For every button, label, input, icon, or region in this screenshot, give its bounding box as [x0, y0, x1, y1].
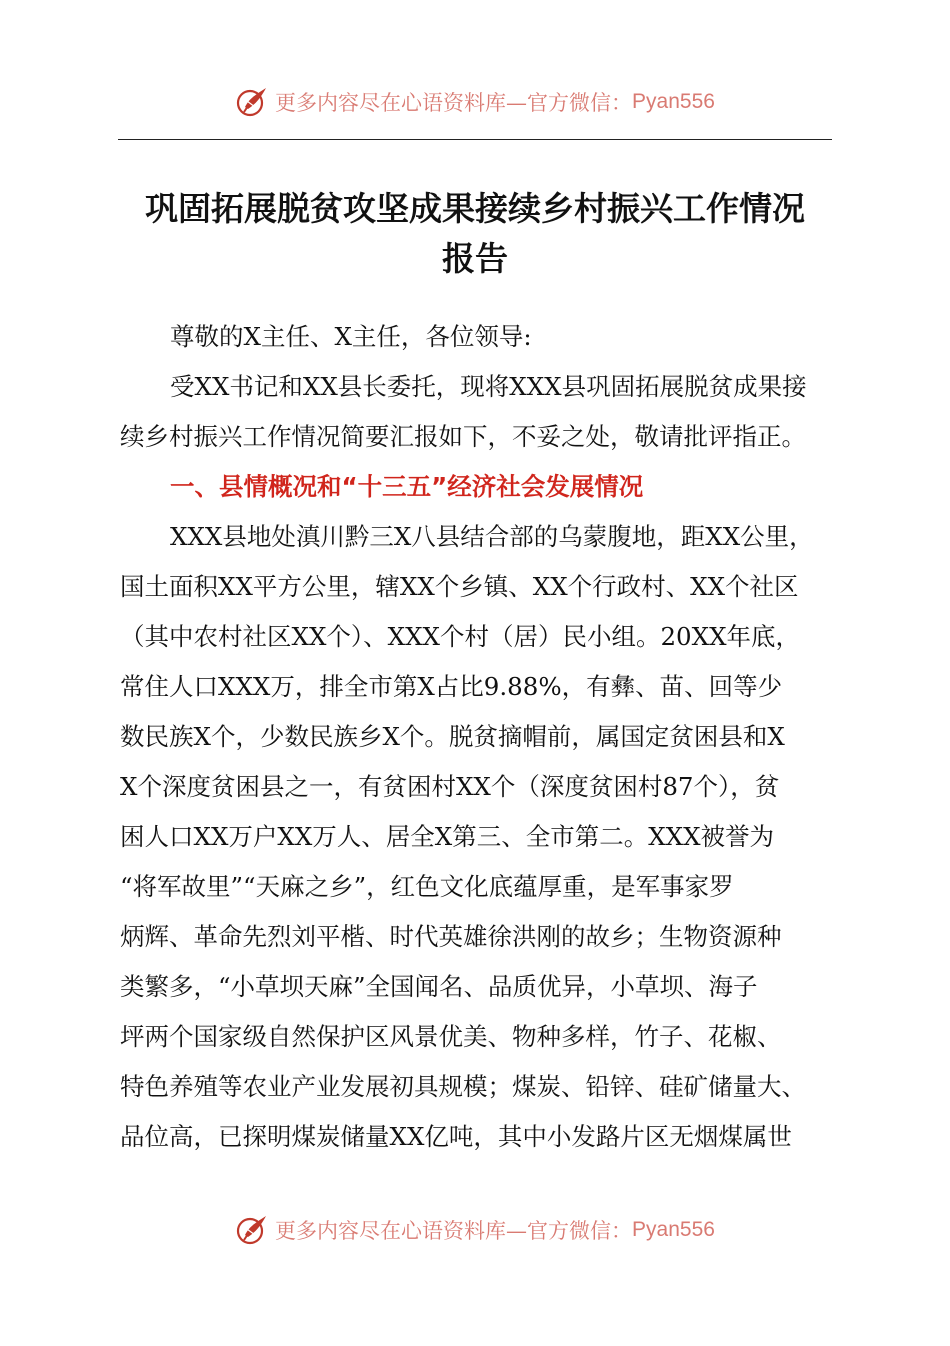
salutation: 尊敬的X主任、X主任，各位领导:: [170, 322, 532, 351]
body-line: XXX县地处滇川黔三X八县结合部的乌蒙腹地，距XX公里，: [170, 522, 814, 551]
body-line: 特色养殖等农业产业发展初具规模；煤炭、铅锌、硅矿储量大、: [120, 1072, 806, 1101]
body-line: X个深度贫困县之一，有贫困村XX个（深度贫困村87个），贫: [120, 772, 780, 801]
intro-line: 续乡村振兴工作情况简要汇报如下，不妥之处，敬请批评指正。: [120, 422, 806, 451]
intro-line: 受XX书记和XX县长委托，现将XXX县巩固拓展脱贫成果接: [170, 372, 807, 401]
body-line: 坪两个国家级自然保护区风景优美、物种多样，竹子、花椒、: [120, 1022, 782, 1051]
header-divider: [118, 139, 832, 140]
watermark-text: 更多内容尽在心语资料库—官方微信：: [275, 91, 633, 115]
document-title: [110, 184, 840, 284]
body-line: 品位高，已探明煤炭储量XX亿吨，其中小发路片区无烟煤属世: [120, 1122, 792, 1151]
body-line: （其中农村社区XX个）、XXX个村（居）民小组。20XX年底，: [120, 622, 801, 651]
quill-logo-icon: [235, 1213, 269, 1247]
quill-logo-icon: [235, 85, 269, 119]
watermark-wechat-id: Pyan556: [632, 90, 715, 113]
watermark-banner-top: [0, 82, 950, 122]
body-line: 困人口XX万户XX万人、居全X第三、全市第二。XXX被誉为: [120, 822, 775, 851]
body-line: 炳辉、革命先烈刘平楷、时代英雄徐洪刚的故乡；生物资源种: [120, 922, 782, 951]
body-line: “将军故里”“天麻之乡”，红色文化底蕴厚重，是军事家罗: [120, 872, 734, 901]
body-line: 类繁多，“小草坝天麻”全国闻名、品质优异，小草坝、海子: [120, 972, 758, 1001]
watermark-wechat-id: Pyan556: [632, 1218, 715, 1241]
section-heading: 一、县情概况和“十三五”经济社会发展情况: [170, 472, 644, 501]
body-line: 国土面积XX平方公里，辖XX个乡镇、XX个行政村、XX个社区: [120, 572, 799, 601]
watermark-text: 更多内容尽在心语资料库—官方微信：: [275, 1219, 633, 1243]
watermark-banner-bottom: [0, 1210, 950, 1250]
body-line: 数民族X个，少数民族乡X个。脱贫摘帽前，属国定贫困县和X: [120, 722, 785, 751]
title-line: 巩固拓展脱贫攻坚成果接续乡村振兴工作情况: [145, 189, 805, 228]
title-line: 报告: [442, 239, 508, 278]
body-line: 常住人口XXX万，排全市第X占比9.88%，有彝、苗、回等少: [120, 672, 783, 701]
